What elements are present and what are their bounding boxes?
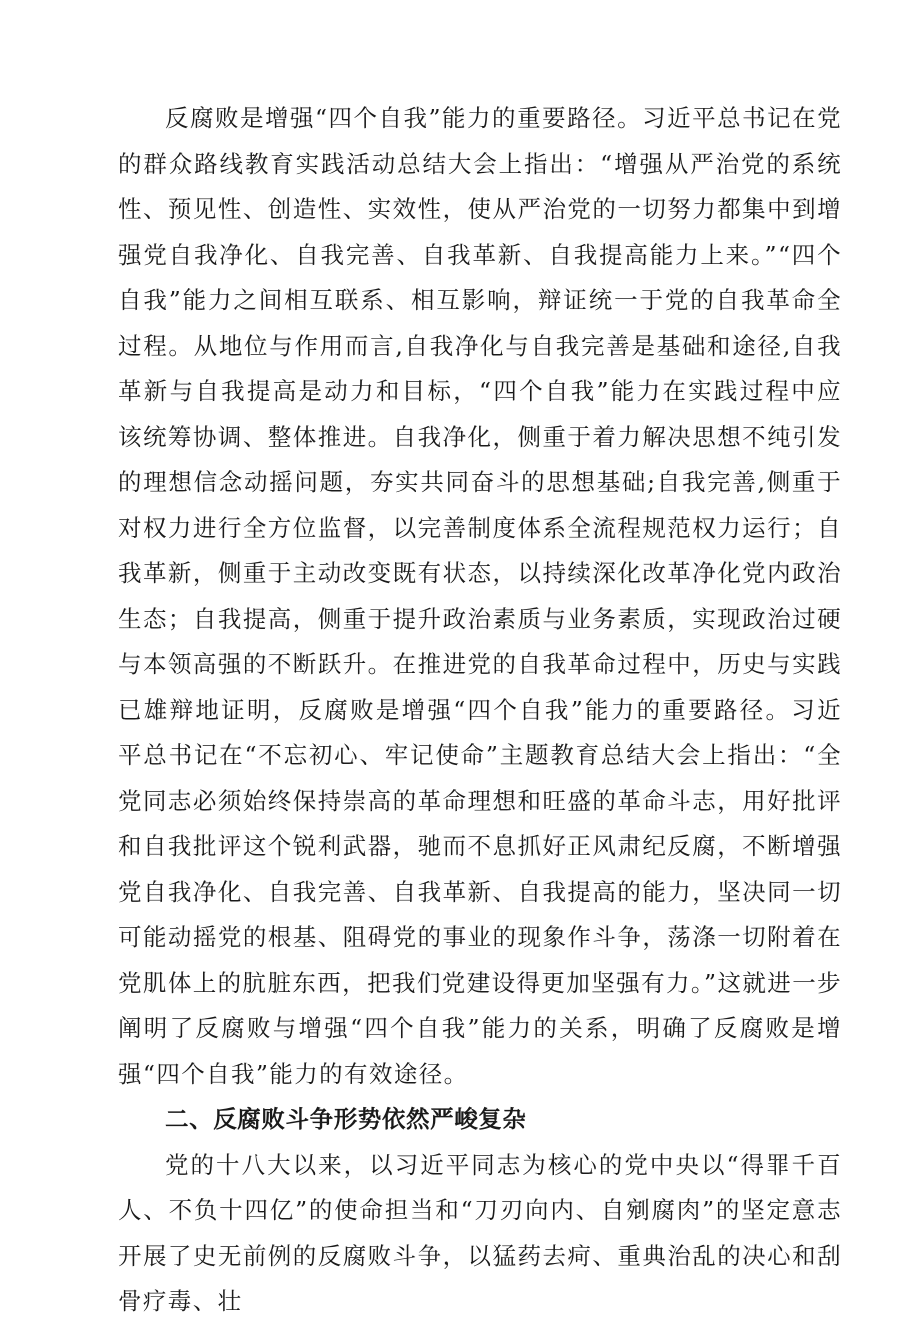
body-paragraph: 党的十八大以来，以习近平同志为核心的党中央以“得罪千百人、不负十四亿”的使命担当和“刀刃向内、自剜腐肉”的坚定意志开展了史无前例的反腐败斗争，以猛药去疴、重典治乱的决心和刮骨疗毒、壮 [118, 1150, 842, 1315]
body-paragraph: 反腐败是增强“四个自我”能力的重要路径。习近平总书记在党的群众路线教育实践活动总结大会上指出：“增强从严治党的系统性、预见性、创造性、实效性，使从严治党的一切努力都集中到增强党自我净化、自我完善、自我革新、自我提高能力上来。”“四个自我”能力之间相互联系、相互影响，辩证统一于党的自我革命全过程。从地位与作用而言,自我净化与自我完善是基础和途径,自我革新与自我提高是动力和目标，“四个自我”能力在实践过程中应该统筹协调、整体推进。自我净化，侧重于着力解决思想不纯引发的理想信念动摇问题，夯实共同奋斗的思想基础;自我完善,侧重于对权力进行全方位监督，以完善制度体系全流程规范权力运行；自我革新，侧重于主动改变既有状态，以持续深化改革净化党内政治生态；自我提高，侧重于提升政治素质与业务素质，实现政治过硬与本领高强的不断跃升。在推进党的自我革命过程中，历史与实践已雄辩地证明，反腐败是增强“四个自我”能力的重要路径。习近平总书记在“不忘初心、牢记使命”主题教育总结大会上指出：“全党同志必须始终保持崇高的革命理想和旺盛的革命斗志，用好批评和自我批评这个锐利武器，驰而不息抓好正风肃纪反腐，不断增强党自我净化、自我完善、自我革新、自我提高的能力，坚决同一切可能动摇党的根基、阻碍党的事业的现象作斗争，荡涤一切附着在党肌体上的肮脏东西，把我们党建设得更加坚强有力。”这就进一步阐明了反腐败与增强“四个自我”能力的关系，明确了反腐败是增强“四个自我”能力的有效途径。 [118, 104, 842, 1088]
document-page [118, 96, 842, 1325]
section-heading: 二、反腐败斗争形势依然严峻复杂 [165, 1105, 527, 1133]
